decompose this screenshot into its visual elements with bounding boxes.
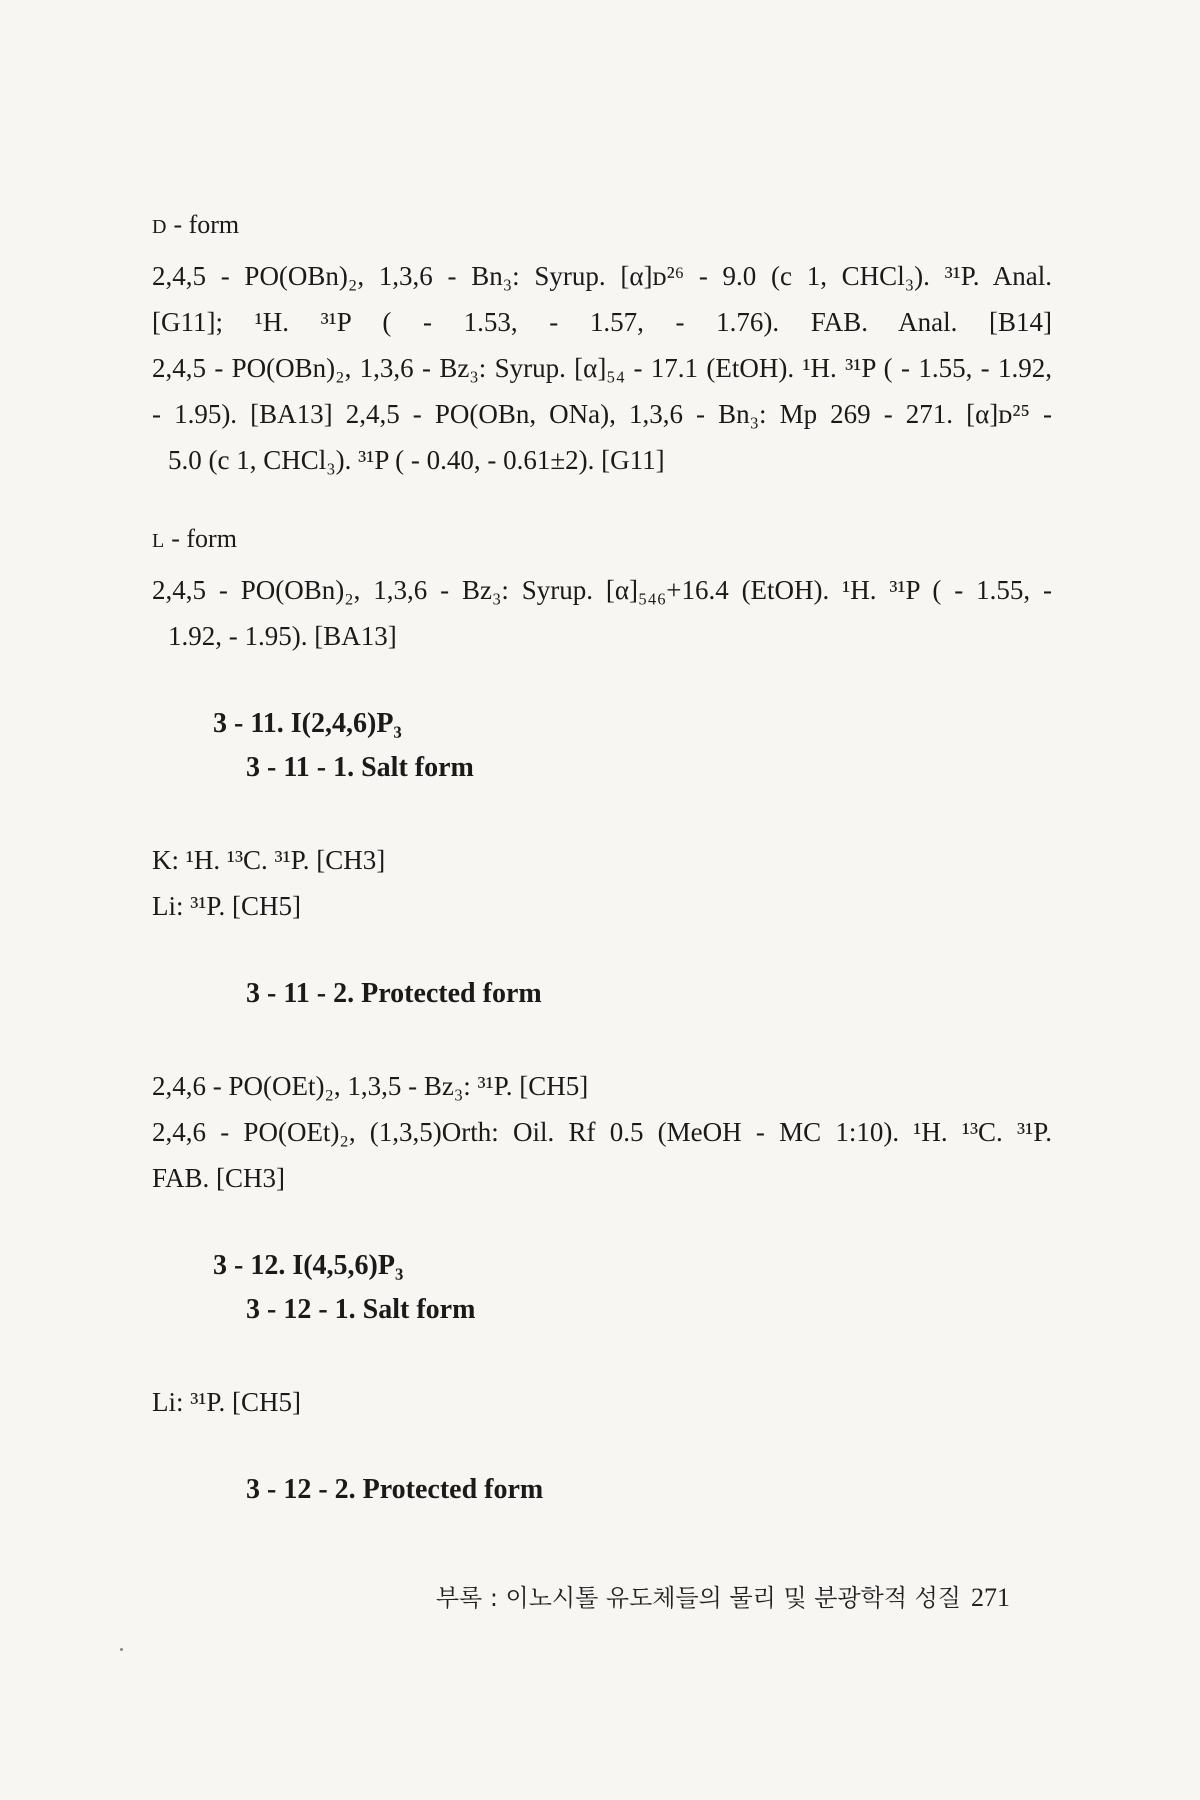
subheading-3-12-2: 3 - 12 - 2. Protected form [246,1474,544,1505]
d-form-line-4: - 1.95). [BA13] 2,4,5 - PO(OBn, ONa), 1,3,6 - Bn₃: Mp 269 - 271. [α]ᴅ²⁵ - [152,399,1052,429]
salt-line-li-3-12: Li: ³¹P. [CH5] [152,1387,301,1417]
d-form-label: D - form [152,210,240,239]
salt-line-li: Li: ³¹P. [CH5] [152,891,301,921]
l-form-label: L - form [152,524,237,553]
subheading-3-11-1: 3 - 11 - 1. Salt form [246,752,474,783]
protected-line-1: 2,4,6 - PO(OEt)₂, 1,3,5 - Bz₃: ³¹P. [CH5] [152,1071,589,1101]
subheading-3-12-1: 3 - 12 - 1. Salt form [246,1294,476,1325]
page-footer [420,1578,1010,1613]
footer-title: 부록 : 이노시톨 유도체들의 물리 및 분광학적 성질 [435,1584,961,1612]
l-form-line-1: 2,4,5 - PO(OBn)₂, 1,3,6 - Bz₃: Syrup. [α]₅₄₆+16.4 (EtOH). ¹H. ³¹P ( - 1.55, - [152,575,1052,605]
protected-line-2: 2,4,6 - PO(OEt)₂, (1,3,5)Orth: Oil. Rf 0.5 (MeOH - MC 1:10). ¹H. ¹³C. ³¹P. [152,1117,1052,1147]
subheading-3-11-2: 3 - 11 - 2. Protected form [246,978,542,1009]
d-form-line-1: 2,4,5 - PO(OBn)₂, 1,3,6 - Bn₃: Syrup. [α]ᴅ²⁶ - 9.0 (c 1, CHCl₃). ³¹P. Anal. [152,261,1052,291]
protected-line-3: FAB. [CH3] [152,1163,286,1193]
salt-line-k: K: ¹H. ¹³C. ³¹P. [CH3] [152,845,386,875]
scan-speck [120,1648,123,1651]
section-heading-3-11: 3 - 11. I(2,4,6)P₃ [213,708,402,739]
page-number: 271 [971,1583,1010,1612]
d-form-line-5: 5.0 (c 1, CHCl₃). ³¹P ( - 0.40, - 0.61±2). [G11] [168,445,665,475]
section-heading-3-12: 3 - 12. I(4,5,6)P₃ [213,1250,404,1281]
d-form-line-3: 2,4,5 - PO(OBn)₂, 1,3,6 - Bz₃: Syrup. [α]₅₄ - 17.1 (EtOH). ¹H. ³¹P ( - 1.55, - 1.92, [152,353,1052,383]
l-form-line-2: 1.92, - 1.95). [BA13] [168,621,397,651]
d-form-line-2: [G11]; ¹H. ³¹P ( - 1.53, - 1.57, - 1.76). FAB. Anal. [B14] [152,307,1052,337]
